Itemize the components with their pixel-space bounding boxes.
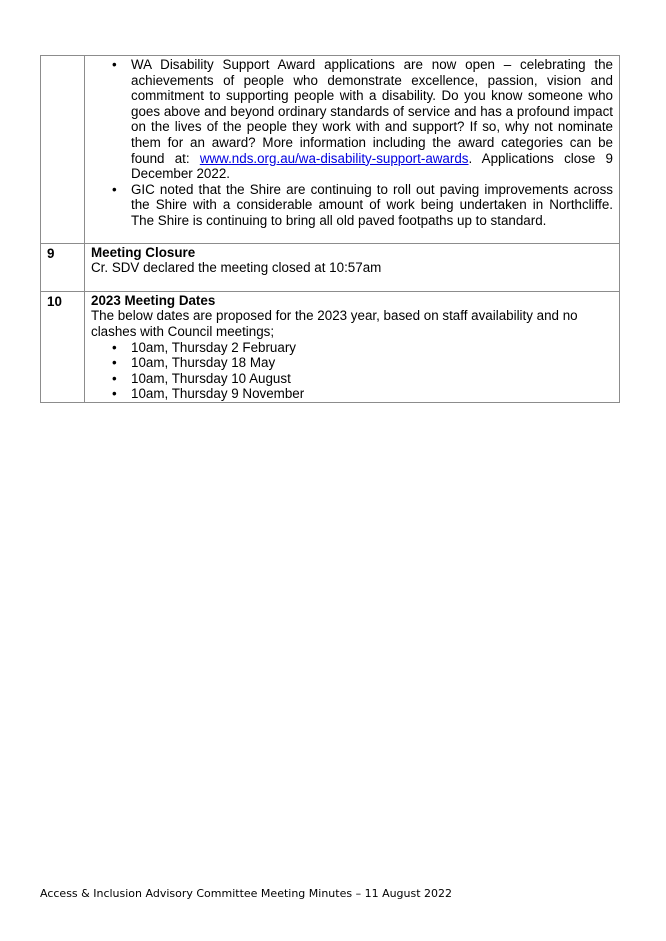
item-body-cell xyxy=(85,56,620,244)
item-body-cell xyxy=(85,291,620,402)
list-item xyxy=(131,57,613,182)
item-body-cell xyxy=(85,243,620,291)
page-footer: Access & Inclusion Advisory Committee Meeting Minutes – 11 August 2022 xyxy=(40,887,453,900)
awards-link[interactable]: www.nds.org.au/wa-disability-support-awards xyxy=(199,150,469,166)
dates-list xyxy=(91,340,613,402)
minutes-table xyxy=(40,55,620,403)
table-row-meeting-dates xyxy=(41,291,620,402)
bullet-list xyxy=(91,57,613,229)
item-number: 10 xyxy=(41,291,85,402)
item-heading: 2023 Meeting Dates xyxy=(91,292,216,308)
list-item-text: . Applications close 9 December 2022. xyxy=(131,150,613,182)
list-item: • 10am, Thursday 2 February xyxy=(131,340,613,356)
table-row-meeting-closure xyxy=(41,243,620,291)
list-item-text: WA Disability Support Award applications are now open – celebrating the achievements of people who demonstrate excellence, passion, vision and commitment to supporting people with a disability. Do you know someone who goes above and beyond ordinary standards of service and has a profound impact on the lives of the people they work with and support? If so, why not nominate them for an award? More information including the award categories can be found at: xyxy=(131,57,613,166)
item-text: The below dates are proposed for the 2023 year, based on staff availability and no clashes with Council meetings; xyxy=(91,308,578,339)
list-item: • 10am, Thursday 18 May xyxy=(131,355,613,371)
item-number: 9 xyxy=(41,243,85,291)
list-item: • 10am, Thursday 9 November xyxy=(131,386,613,402)
item-number-cell xyxy=(41,56,85,244)
item-heading: Meeting Closure xyxy=(91,244,196,260)
item-text: Cr. SDV declared the meeting closed at 10:57am xyxy=(91,260,382,276)
list-item: • GIC noted that the Shire are continuing to roll out paving improvements across the Shire with a considerable amount of work being undertaken in Northcliffe. The Shire is continuing to bring all old paved footpaths up to standard. xyxy=(131,182,613,229)
table-row-continued xyxy=(41,56,620,244)
list-item: • 10am, Thursday 10 August xyxy=(131,371,613,387)
